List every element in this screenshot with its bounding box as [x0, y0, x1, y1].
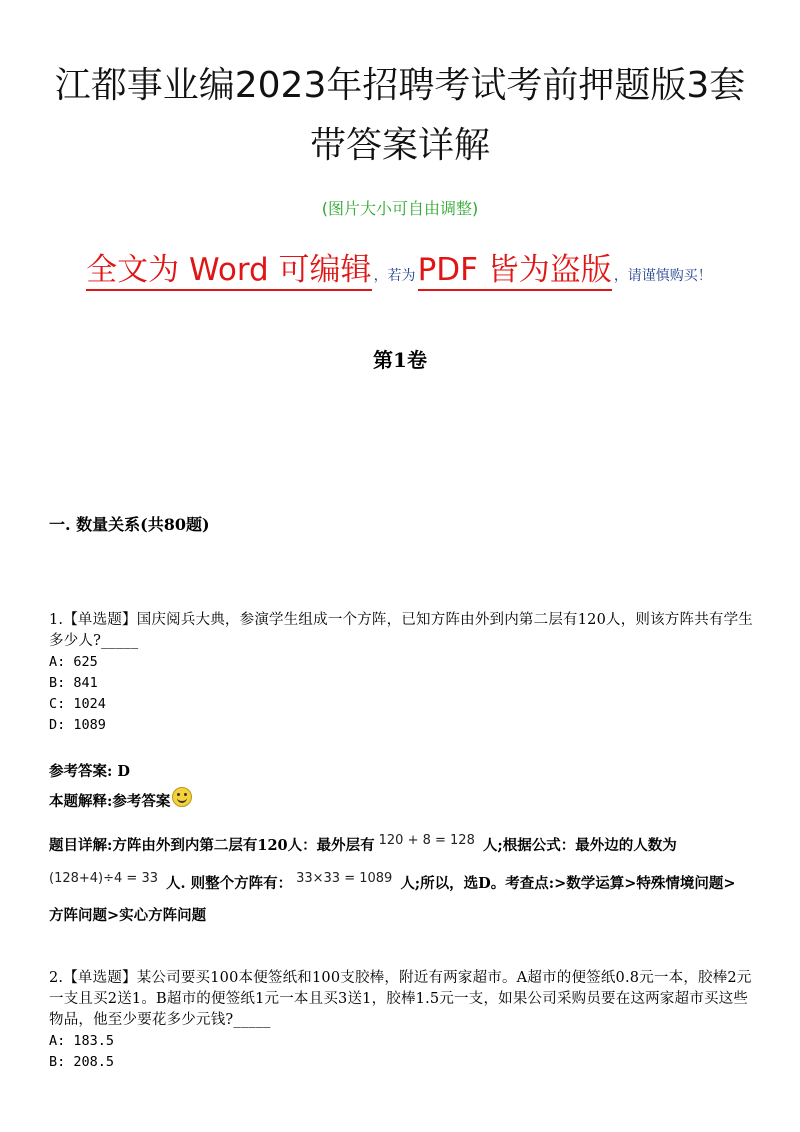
- question-2: [49, 968, 754, 1073]
- option-d: D: 1089: [49, 717, 106, 733]
- option-a: A: 183.5: [49, 1033, 115, 1049]
- detail-line-1: [49, 830, 759, 862]
- detail-text: 人. 则整个方阵有：: [165, 875, 293, 892]
- explanation-label: 本题解释:参考答案: [49, 793, 171, 810]
- detail-line-2: [49, 868, 759, 900]
- detail-text: 题目详解:方阵由外到内第二层有120人：最外层有: [49, 837, 375, 854]
- banner-word-editable: 全文为 Word 可编辑: [86, 252, 371, 291]
- document-title-line1: 江都事业编2023年招聘考试考前押题版3套: [54, 65, 746, 106]
- banner-buy-caution: ，请谨慎购买！: [613, 268, 712, 284]
- question-stem: 2.【单选题】某公司要买100本便签纸和100支胶棒，附近有两家超市。A超市的便签纸0.8元一本，胶棒2元一支且买2送1。B超市的便签纸1元一本且买3送1，胶棒1.5元一支，如果公司采购员要在这两家超市买这些物品，他至少要花多少元钱?_____: [49, 970, 752, 1028]
- option-c: C: 1024: [49, 696, 106, 712]
- question-stem: 1.【单选题】国庆阅兵大典，参演学生组成一个方阵，已知方阵由外到内第二层有120人，则该方阵共有学生多少人?_____: [49, 612, 754, 649]
- formula-outer-layer: 120 + 8 = 128: [378, 833, 475, 848]
- question-1: [49, 610, 754, 736]
- volume-heading: 第1卷: [373, 348, 427, 372]
- explanation-detail: [49, 830, 759, 932]
- subtitle-note: (图片大小可自由调整): [321, 199, 479, 218]
- detail-text: 方阵问题>实心方阵问题: [49, 907, 207, 924]
- reference-answer: 参考答案: D: [49, 763, 130, 780]
- section-heading: 一. 数量关系(共80题): [49, 515, 210, 534]
- smiley-icon: [172, 787, 192, 807]
- banner-pdf-pirated: PDF 皆为盗版: [418, 252, 612, 291]
- banner-if: ，若为: [373, 268, 416, 284]
- detail-text: 人;所以，选D。考查点:>数学运算>特殊情境问题>: [400, 875, 736, 892]
- formula-total: 33×33 = 1089: [296, 871, 393, 886]
- detail-text: 人;根据公式：最外边的人数为: [482, 837, 677, 854]
- editable-notice-banner: [0, 244, 800, 289]
- document-title-line2: 带答案详解: [309, 125, 490, 166]
- option-b: B: 208.5: [49, 1054, 115, 1070]
- explanation-label-row: [49, 790, 192, 811]
- detail-line-3: [49, 900, 759, 932]
- formula-side-count: (128+4)÷4 = 33: [49, 871, 158, 886]
- option-a: A: 625: [49, 654, 98, 670]
- option-b: B: 841: [49, 675, 98, 691]
